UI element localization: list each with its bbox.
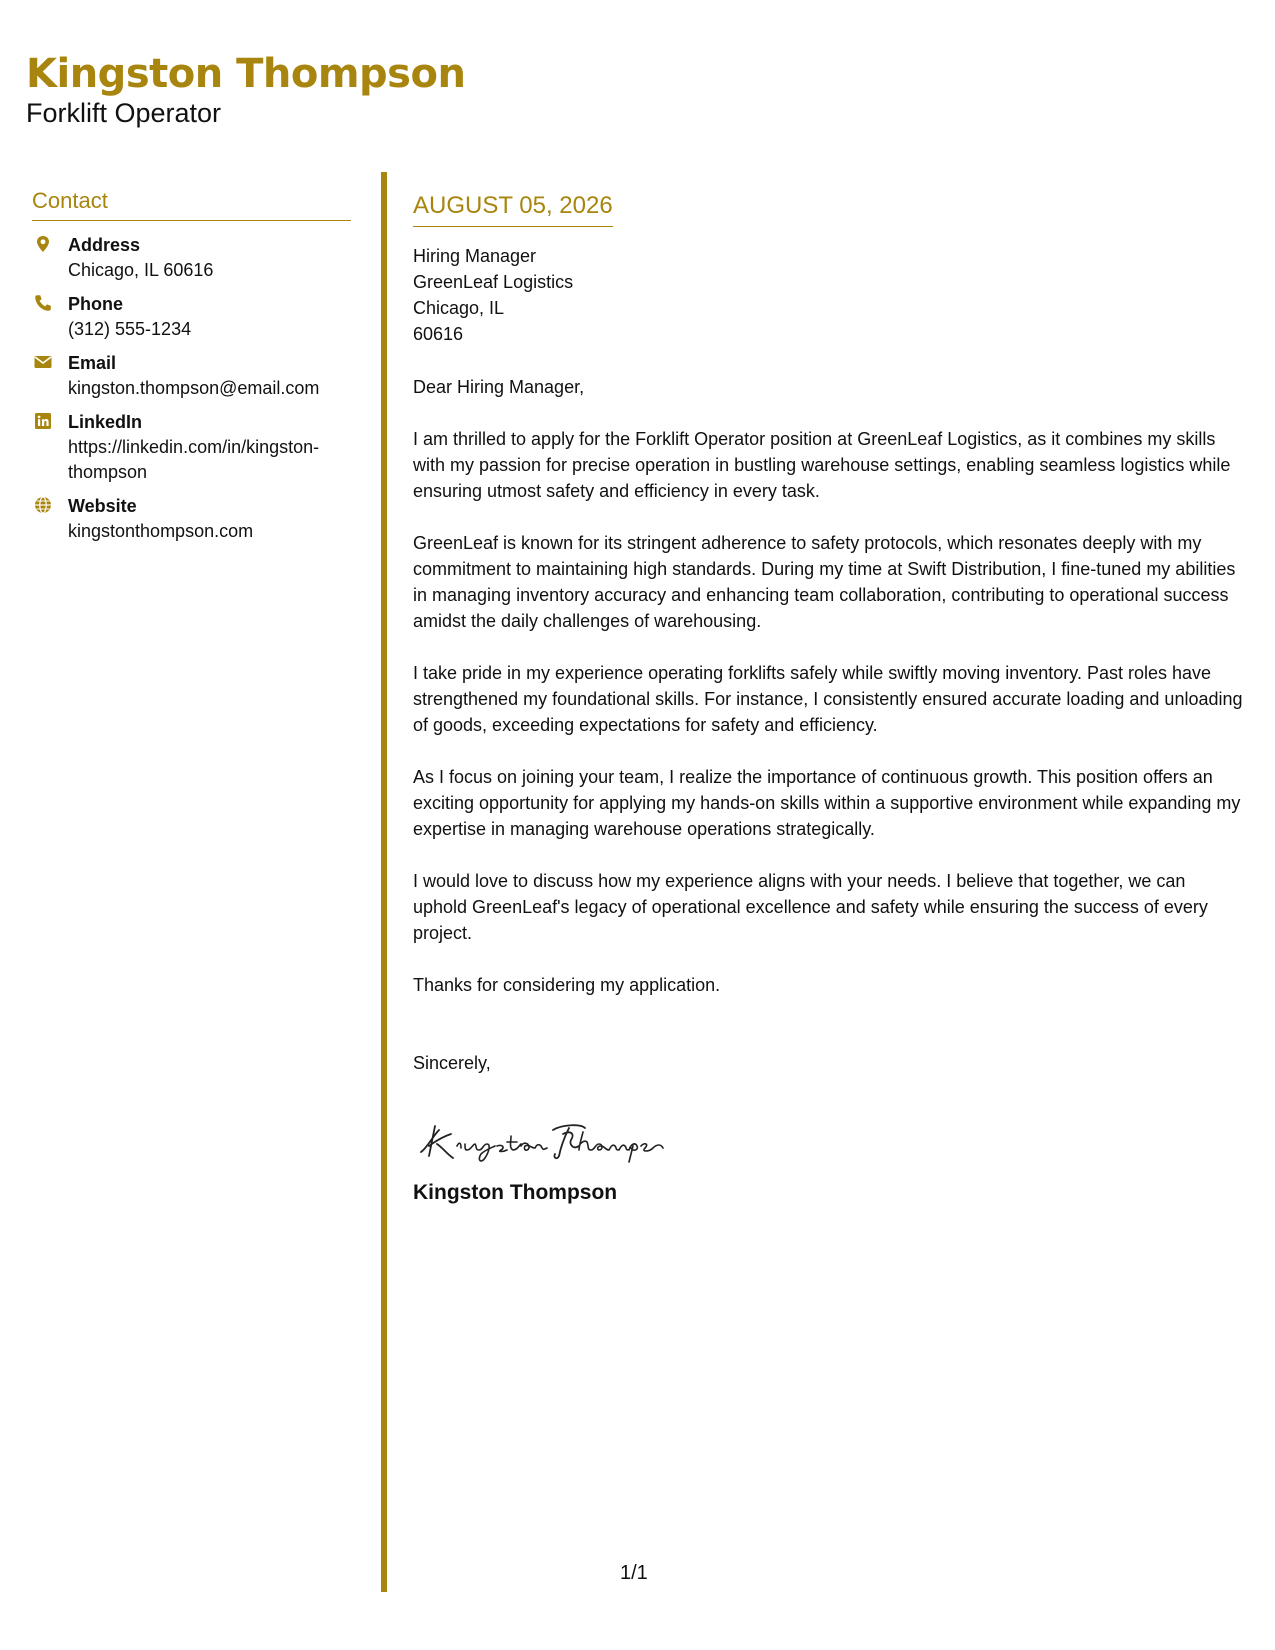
body-paragraph: I would love to discuss how my experience aligns with your needs. I believe that together, we can uphold GreenLeaf's legacy of operational excellence and safety while ensuring the success of every project. [413,871,1208,943]
phone-value: (312) 555-1234 [68,319,192,339]
contact-heading: Contact [32,186,351,221]
vertical-divider [381,172,387,1592]
recipient-line: Hiring Manager [413,246,537,266]
body-paragraph: I am thrilled to apply for the Forklift Operator position at GreenLeaf Logistics, as it combines my skills with my passion for precise operation in bustling warehouse settings, enabling seamless logistics while ensuring utmost safety and efficiency in every task. [413,429,1231,501]
phone-icon [34,294,54,314]
globe-icon [34,496,54,516]
email-label: Email [68,353,117,373]
closing: Sincerely, [413,1053,491,1073]
signature-image [413,1100,673,1170]
linkedin-label: LinkedIn [68,412,143,432]
date-block [413,190,613,227]
page-number: 1/1 [620,1562,648,1584]
contact-item-address [32,233,351,283]
contact-list [32,233,351,544]
body-paragraph: Thanks for considering my application. [413,975,721,995]
website-label: Website [68,496,137,516]
address-value: Chicago, IL 60616 [68,260,214,280]
signer-name: Kingston Thompson [413,1181,618,1204]
contact-item-website [32,494,351,544]
linkedin-icon [34,412,54,432]
envelope-icon [34,353,54,373]
phone-label: Phone [68,294,124,314]
body-paragraph: As I focus on joining your team, I realize the importance of continuous growth. This position offers an exciting opportunity for applying my hands-on skills within a supportive environment while expanding my expertise in managing warehouse operations strategically. [413,767,1241,839]
handwritten-signature [413,1100,673,1170]
contact-item-linkedin [32,410,351,485]
website-value[interactable]: kingstonthompson.com [68,521,254,541]
recipient-line: 60616 [413,324,464,344]
recipient-line: Chicago, IL [413,298,505,318]
recipient-line: GreenLeaf Logistics [413,272,574,292]
job-title: Forklift Operator [26,98,222,128]
body-paragraph: GreenLeaf is known for its stringent adherence to safety protocols, which resonates deeply with my commitment to maintaining high standards. During my time at Swift Distribution, I fine-tuned my abilities in managing inventory accuracy and enhancing team collaboration, contributing to operational success amidst the daily challenges of warehousing. [413,533,1236,631]
contact-item-email [32,351,351,401]
greeting: Dear Hiring Manager, [413,377,585,397]
candidate-name: Kingston Thompson [26,51,466,97]
contact-item-phone [32,292,351,342]
map-pin-icon [34,235,54,255]
letter-date: AUGUST 05, 2026 [413,192,613,219]
linkedin-value[interactable]: https://linkedin.com/in/kingston-thompson [68,437,320,482]
contact-sidebar [32,186,351,553]
letter-body [413,190,1243,1208]
body-paragraph: I take pride in my experience operating forklifts safely while swiftly moving inventory. Past roles have strengthened my foundational skills. For instance, I consistently ensured accurate loading and unloading of goods, exceeding expectations for safety and efficiency. [413,663,1243,735]
address-label: Address [68,235,141,255]
email-value: kingston.thompson@email.com [68,378,320,398]
header [26,48,465,130]
recipient-block [413,243,1243,347]
